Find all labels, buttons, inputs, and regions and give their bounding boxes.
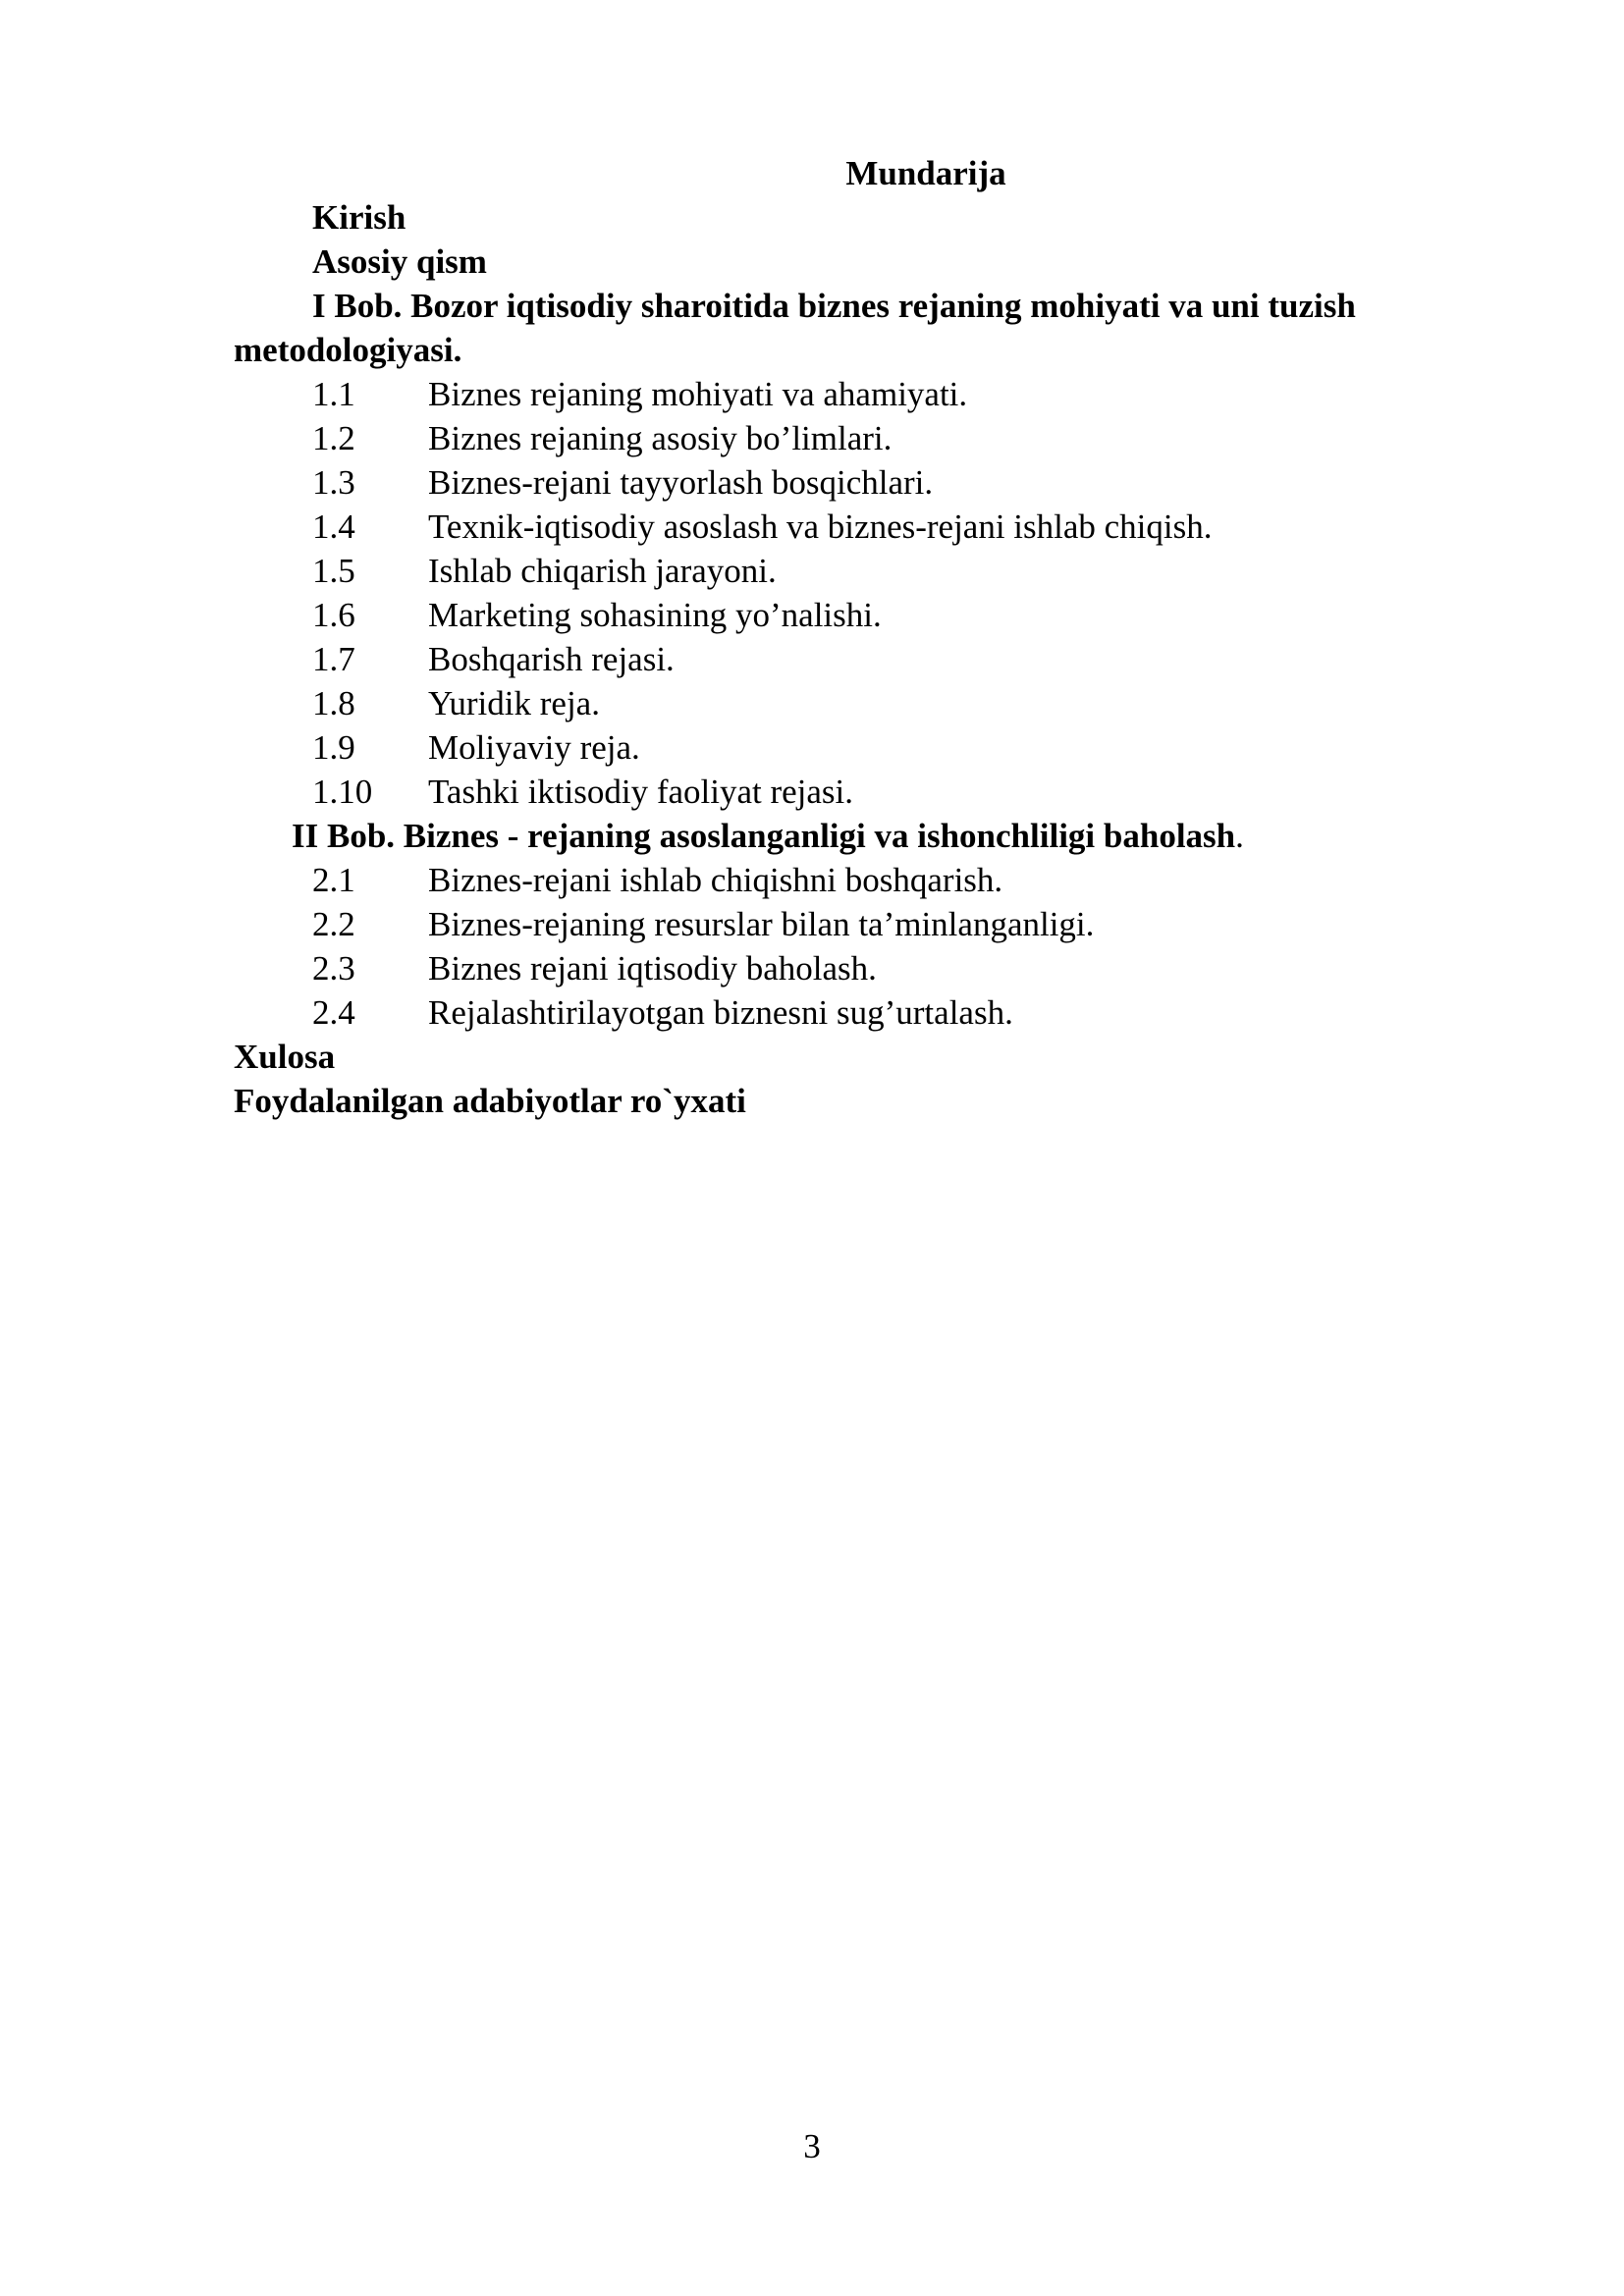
toc-entry-2-4 xyxy=(234,990,1481,1035)
entry-number: 2.1 xyxy=(312,861,355,899)
toc-intro: Kirish xyxy=(312,198,406,237)
entry-text: Biznes-rejani tayyorlash bosqichlari. xyxy=(428,463,934,502)
entry-text: Moliyaviy reja. xyxy=(428,728,640,767)
entry-number: 2.2 xyxy=(312,905,355,943)
entry-number: 1.6 xyxy=(312,596,355,634)
entry-text: Biznes-rejaning resurslar bilan ta’minlanganligi. xyxy=(428,905,1095,943)
toc-entry-1-8 xyxy=(234,681,1481,725)
entry-text: Biznes-rejani ishlab chiqishni boshqarish. xyxy=(428,861,1003,899)
entry-number: 1.1 xyxy=(312,375,355,413)
entry-number: 1.4 xyxy=(312,507,355,546)
toc-entry-1-1 xyxy=(234,372,1481,416)
toc-entry-1-9 xyxy=(234,725,1481,770)
entry-text: Biznes rejaning asosiy bo’limlari. xyxy=(428,419,893,457)
entry-text: Boshqarish rejasi. xyxy=(428,640,675,678)
entry-number: 2.4 xyxy=(312,993,355,1032)
entry-text: Biznes rejani iqtisodiy baholash. xyxy=(428,949,877,988)
toc-main-part: Asosiy qism xyxy=(312,242,487,281)
entry-number: 1.3 xyxy=(312,463,355,502)
toc-entry-1-2 xyxy=(234,416,1481,460)
entry-number: 1.10 xyxy=(312,773,373,811)
toc-conclusion: Xulosa xyxy=(234,1038,336,1076)
entry-text: Marketing sohasining yo’nalishi. xyxy=(428,596,882,634)
table-of-contents xyxy=(234,151,1481,1123)
chapter2-title-line xyxy=(234,814,1481,858)
toc-references: Foydalanilgan adabiyotlar ro`yxati xyxy=(234,1082,746,1120)
entry-number: 1.7 xyxy=(312,640,355,678)
toc-entry-1-10 xyxy=(234,770,1481,814)
entry-number: 1.5 xyxy=(312,552,355,590)
toc-entry-2-1 xyxy=(234,858,1481,902)
chapter1-title-line1: I Bob. Bozor iqtisodiy sharoitida biznes rejaning mohiyati va uni tuzish xyxy=(312,287,1356,325)
entry-text: Tashki iktisodiy faoliyat rejasi. xyxy=(428,773,854,811)
chapter2-title: II Bob. Biznes - rejaning asoslanganligi va ishonchliligi baholash xyxy=(292,817,1236,855)
toc-entry-1-6 xyxy=(234,593,1481,637)
toc-entry-2-2 xyxy=(234,902,1481,946)
entry-text: Rejalashtirilayotgan biznesni sug’urtalash. xyxy=(428,993,1013,1032)
entry-number: 1.2 xyxy=(312,419,355,457)
entry-text: Yuridik reja. xyxy=(428,684,600,722)
entry-text: Ishlab chiqarish jarayoni. xyxy=(428,552,777,590)
entry-text: Texnik-iqtisodiy asoslash va biznes-rejani ishlab chiqish. xyxy=(428,507,1213,546)
toc-entry-1-4 xyxy=(234,505,1481,549)
toc-entry-1-7 xyxy=(234,637,1481,681)
entry-number: 2.3 xyxy=(312,949,355,988)
chapter1-title-line2: metodologiyasi. xyxy=(234,331,462,369)
chapter2-title-tail: . xyxy=(1235,817,1244,855)
entry-number: 1.8 xyxy=(312,684,355,722)
page-number: 3 xyxy=(803,2127,821,2165)
toc-title: Mundarija xyxy=(845,154,1006,192)
toc-entry-2-3 xyxy=(234,946,1481,990)
entry-text: Biznes rejaning mohiyati va ahamiyati. xyxy=(428,375,968,413)
toc-entry-1-3 xyxy=(234,460,1481,505)
toc-entry-1-5 xyxy=(234,549,1481,593)
entry-number: 1.9 xyxy=(312,728,355,767)
